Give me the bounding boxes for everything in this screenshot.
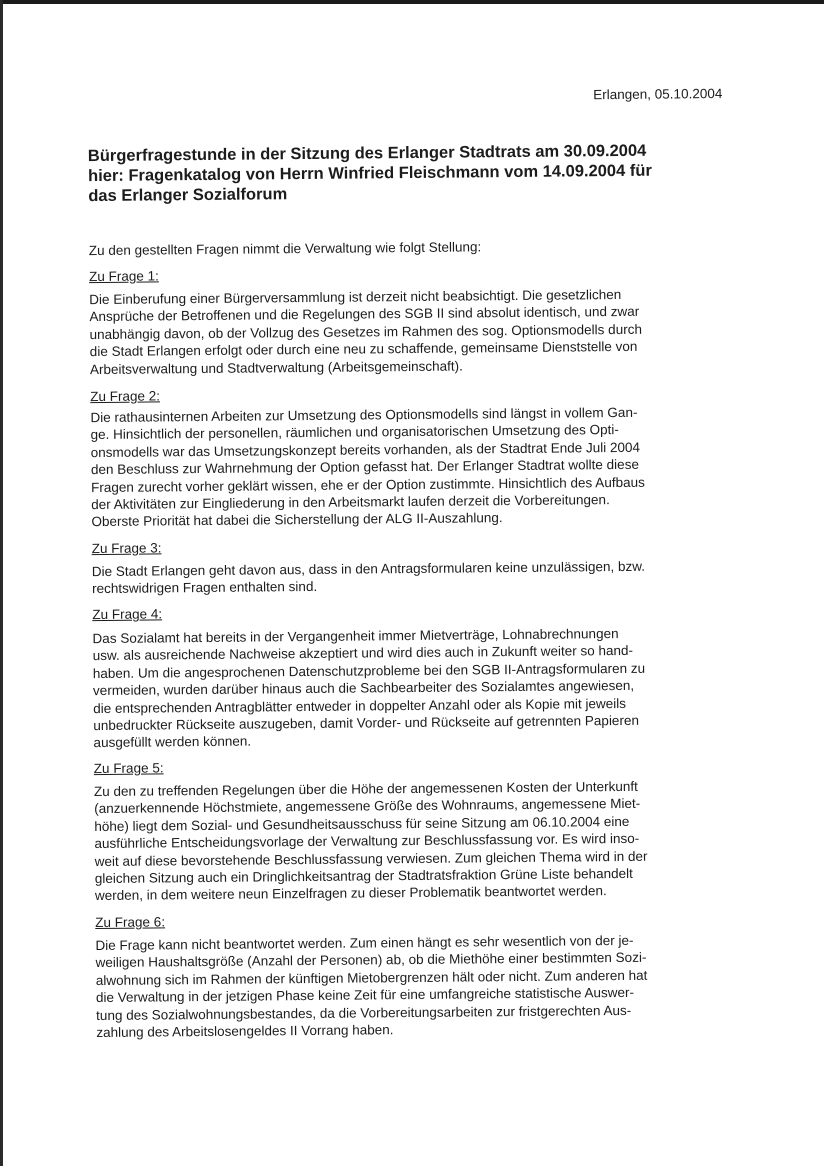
body-line: Ansprüche der Betroffenen und die Regelungen des SGB II sind absolut identisch, und zwar: [89, 304, 640, 325]
body-line: Die Frage kann nicht beantwortet werden. Zum einen hängt es sehr wesentlich von der je-: [95, 932, 634, 954]
body-line: onsmodells war das Umsetzungskonzept bereits vorhanden, als der Stadtrat Ende Juli 2004: [90, 439, 641, 460]
body-line: ausführliche Entscheidungsvorlage der Verwaltung zur Beschlussfassung vor. Es wird inso-: [94, 831, 640, 852]
body-line: zahlung des Arbeitslosengeldes II Vorrang haben.: [96, 1022, 394, 1041]
body-line: Zu den zu treffenden Regelungen über die Höhe der angemessenen Kosten der Unterkunft: [93, 778, 638, 800]
body-line: Die Einberufung einer Bürgerversammlung ist derzeit nicht beabsichtigt. Die gesetzlichen: [89, 286, 622, 308]
body-line: unbedruckter Rückseite auszugeben, damit Vorder- und Rückseite auf getrennten Papieren: [93, 712, 639, 734]
intro-text: Zu den gestellten Fragen nimmt die Verwaltung wie folgt Stellung:: [88, 239, 482, 259]
body-line: Das Sozialamt hat bereits in der Vergangenheit immer Mietverträge, Lohnabrechnungen: [92, 626, 619, 647]
body-line: die Verwaltung in der jetzigen Phase keine Zeit für eine umfangreiche statistische Auswer-: [95, 985, 635, 1006]
body-line: die Stadt Erlangen erfolgt oder durch eine neu zu schaffende, gemeinsame Dienststelle von: [89, 339, 638, 360]
body-line: die entsprechenden Antragblätter entweder in doppelter Anzahl oder als Kopie mit jeweils: [93, 695, 627, 716]
body-line: ge. Hinsichtlich der personellen, räumlichen und organisatorischen Umsetzung des Opti-: [90, 422, 619, 443]
body-line: Die Stadt Erlangen geht davon aus, dass in den Antragsformularen keine unzulässigen, bzw.: [91, 558, 646, 580]
section-body-frage-1: [89, 285, 730, 378]
body-line: rechtswidrigen Fragen enthalten sind.: [91, 579, 318, 597]
body-line: alwohnung sich im Rahmen der künftigen Mietobergrenzen hält oder nicht. Zum anderen hat: [95, 967, 648, 988]
section-heading-frage-6: Zu Frage 6:: [95, 914, 166, 931]
section-body-frage-5: [94, 777, 735, 905]
body-line: weit auf diese bevorstehende Beschlussfassung verwiesen. Zum gleichen Thema wird in der: [94, 848, 648, 869]
body-line: ausgefüllt werden können.: [93, 733, 252, 751]
body-line: weiligen Haushaltsgröße (Anzahl der Personen) ab, ob die Miethöhe einer bestimmten Sozi-: [95, 950, 647, 971]
document-title: [88, 140, 729, 206]
body-line: Die rathausinternen Arbeiten zur Umsetzung des Optionsmodells sind längst in vollem Gan-: [90, 404, 638, 426]
body-line: tung des Sozialwohnungsbestandes, da die Vorbereitungsarbeiten zur fristgerechten Aus-: [96, 1002, 632, 1023]
body-line: werden, in dem weitere neun Einzelfragen zu dieser Problematik beantwortet werden.: [94, 883, 607, 904]
document-date: Erlangen, 05.10.2004: [593, 85, 723, 103]
body-line: gleichen Sitzung auch ein Dringlichkeitsantrag der Stadtratsfraktion Grüne Liste behandelt: [94, 865, 633, 887]
section-body-frage-6: [95, 931, 736, 1042]
body-line: höhe) liegt dem Sozial- und Gesundheitsausschuss für seine Sitzung am 06.10.2004 eine: [94, 813, 630, 834]
body-line: der Aktivitäten zur Eingliederung in den Arbeitsmarkt laufen derzeit die Vorbereitungen.: [91, 492, 610, 513]
section-heading-frage-5: Zu Frage 5:: [93, 760, 164, 777]
section-heading-frage-4: Zu Frage 4:: [92, 606, 163, 623]
section-body-frage-2: [90, 403, 731, 531]
body-line: den Beschluss zur Wahrnehmung der Option gefasst hat. Der Erlanger Stadtrat wollte diese: [90, 457, 639, 478]
section-heading-frage-2: Zu Frage 2:: [90, 388, 161, 405]
body-line: (anzuerkennende Höchstmiete, angemessene Größe des Wohnraums, angemessene Miet-: [94, 796, 641, 817]
title-line: das Erlanger Sozialforum: [88, 185, 288, 206]
section-heading-frage-3: Zu Frage 3:: [91, 540, 162, 557]
body-line: usw. als ausreichende Nachweise akzeptiert und wird dies auch in Zukunft weiter so hand-: [92, 643, 634, 664]
body-line: vermeiden, wurden darüber hinaus auch die Sachbearbeiter des Sozialamtes angewiesen,: [92, 678, 635, 699]
section-body-frage-3: [92, 557, 732, 598]
section-body-frage-4: [92, 624, 733, 752]
body-line: Oberste Priorität hat dabei die Sicherstellung der ALG II-Auszahlung.: [91, 510, 503, 530]
body-line: Fragen zurecht vorher geklärt wissen, ehe er der Option zustimmte. Hinsichtlich des Aufbaus: [90, 474, 645, 495]
body-line: unabhängig davon, ob der Vollzug des Gesetzes im Rahmen des sog. Optionsmodells durch: [89, 321, 642, 342]
body-line: haben. Um die angesprochenen Datenschutzprobleme bei den SGB II-Antragsformularen zu: [92, 660, 646, 681]
title-line: Bürgerfragestunde in der Sitzung des Erlanger Stadtrats am 30.09.2004: [87, 141, 647, 166]
title-line: hier: Fragenkatalog von Herrn Winfried Fleischmann vom 14.09.2004 für: [87, 161, 652, 186]
body-line: Arbeitsverwaltung und Stadtverwaltung (Arbeitsgemeinschaft).: [89, 358, 463, 377]
section-heading-frage-1: Zu Frage 1:: [88, 268, 159, 285]
